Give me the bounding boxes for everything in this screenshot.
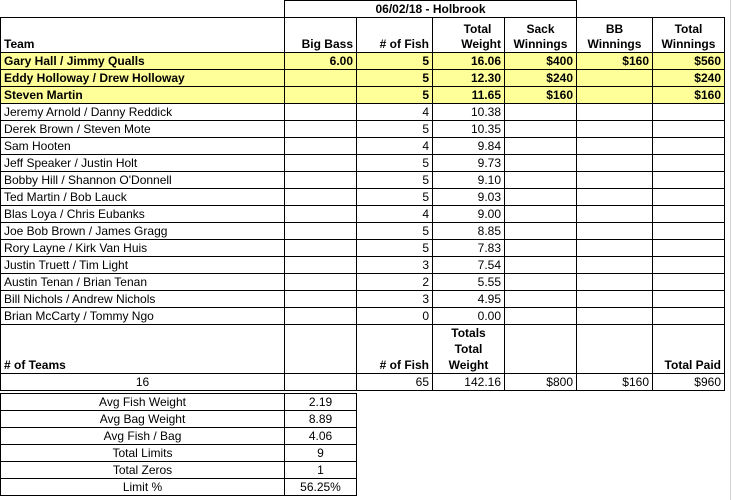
total-winnings-cell[interactable] bbox=[653, 240, 725, 257]
stat-value[interactable]: 8.89 bbox=[285, 411, 357, 428]
team-name-cell[interactable]: Joe Bob Brown / James Gragg bbox=[1, 223, 285, 240]
total-winnings-cell[interactable] bbox=[653, 138, 725, 155]
table-row bbox=[1, 70, 725, 87]
big-bass-cell[interactable] bbox=[285, 274, 357, 291]
weight-cell[interactable]: 12.30 bbox=[433, 70, 505, 87]
team-name-cell[interactable]: Jeremy Arnold / Danny Reddick bbox=[1, 104, 285, 121]
stat-label[interactable]: Avg Bag Weight bbox=[1, 411, 285, 428]
fish-count-cell[interactable]: 4 bbox=[357, 104, 433, 121]
big-bass-cell[interactable] bbox=[285, 240, 357, 257]
fish-count-cell[interactable]: 4 bbox=[357, 138, 433, 155]
big-bass-cell[interactable] bbox=[285, 189, 357, 206]
stat-value[interactable]: 2.19 bbox=[285, 394, 357, 411]
bb-winnings-cell[interactable] bbox=[577, 87, 653, 104]
header-total-weight-line1: Total bbox=[463, 22, 492, 36]
totals-values-row bbox=[1, 374, 725, 391]
table-row bbox=[1, 189, 725, 206]
stat-row bbox=[1, 479, 357, 496]
fish-count-cell[interactable]: 0 bbox=[357, 308, 433, 325]
stat-label[interactable]: Avg Fish Weight bbox=[1, 394, 285, 411]
big-bass-cell[interactable] bbox=[285, 104, 357, 121]
bb-winnings-cell[interactable] bbox=[577, 155, 653, 172]
bb-winnings-cell[interactable] bbox=[577, 172, 653, 189]
total-winnings-cell[interactable] bbox=[653, 274, 725, 291]
header-total-winnings[interactable] bbox=[653, 18, 725, 53]
bb-winnings-cell[interactable] bbox=[577, 189, 653, 206]
big-bass-cell[interactable] bbox=[285, 121, 357, 138]
sack-winnings-cell[interactable] bbox=[505, 257, 577, 274]
totals-header-row bbox=[1, 357, 725, 374]
weight-cell[interactable]: 7.83 bbox=[433, 240, 505, 257]
bb-winnings-cell[interactable] bbox=[577, 104, 653, 121]
team-name-cell[interactable]: Rory Layne / Kirk Van Huis bbox=[1, 240, 285, 257]
bb-winnings-cell[interactable] bbox=[577, 70, 653, 87]
sack-winnings-cell[interactable] bbox=[505, 206, 577, 223]
weight-cell[interactable]: 7.54 bbox=[433, 257, 505, 274]
weight-cell[interactable]: 9.10 bbox=[433, 172, 505, 189]
bb-winnings-cell[interactable] bbox=[577, 308, 653, 325]
header-total-weight-line2: Weight bbox=[461, 37, 501, 51]
stat-row bbox=[1, 462, 357, 479]
totals-num-fish-value[interactable]: 65 bbox=[357, 374, 433, 391]
big-bass-cell[interactable] bbox=[285, 308, 357, 325]
team-name-cell[interactable]: Eddy Holloway / Drew Holloway bbox=[1, 70, 285, 87]
team-name-cell[interactable]: Ted Martin / Bob Lauck bbox=[1, 189, 285, 206]
title-row bbox=[1, 1, 725, 18]
total-winnings-cell[interactable]: $160 bbox=[653, 87, 725, 104]
total-paid-label[interactable]: Total Paid bbox=[653, 357, 725, 374]
totals-total-label[interactable]: Total bbox=[433, 341, 505, 357]
stat-row bbox=[1, 394, 357, 411]
totals-paid-value[interactable]: $960 bbox=[653, 374, 725, 391]
stat-value[interactable]: 4.06 bbox=[285, 428, 357, 445]
team-name-cell[interactable]: Austin Tenan / Brian Tenan bbox=[1, 274, 285, 291]
totals-label-row bbox=[1, 325, 725, 342]
stats-table bbox=[0, 393, 357, 496]
header-row bbox=[1, 18, 725, 53]
fish-count-cell[interactable]: 5 bbox=[357, 70, 433, 87]
weight-cell[interactable]: 16.06 bbox=[433, 53, 505, 70]
table-row bbox=[1, 172, 725, 189]
sack-winnings-cell[interactable] bbox=[505, 308, 577, 325]
weight-cell[interactable]: 8.85 bbox=[433, 223, 505, 240]
table-row bbox=[1, 104, 725, 121]
team-name-cell[interactable]: Bobby Hill / Shannon O'Donnell bbox=[1, 172, 285, 189]
bb-winnings-cell[interactable] bbox=[577, 138, 653, 155]
stat-value[interactable]: 1 bbox=[285, 462, 357, 479]
fish-count-cell[interactable]: 5 bbox=[357, 53, 433, 70]
table-row bbox=[1, 223, 725, 240]
weight-cell[interactable]: 5.55 bbox=[433, 274, 505, 291]
big-bass-cell[interactable] bbox=[285, 206, 357, 223]
header-num-fish[interactable]: # of Fish bbox=[357, 18, 433, 53]
sack-winnings-cell[interactable] bbox=[505, 121, 577, 138]
header-sack-line1: Sack bbox=[526, 22, 555, 36]
sack-winnings-cell[interactable] bbox=[505, 291, 577, 308]
bb-winnings-cell[interactable] bbox=[577, 206, 653, 223]
fish-count-cell[interactable]: 5 bbox=[357, 121, 433, 138]
team-name-cell[interactable]: Blas Loya / Chris Eubanks bbox=[1, 206, 285, 223]
table-row bbox=[1, 121, 725, 138]
totals-label[interactable]: Totals bbox=[433, 325, 505, 342]
total-winnings-cell[interactable] bbox=[653, 121, 725, 138]
bb-winnings-cell[interactable] bbox=[577, 223, 653, 240]
sack-winnings-cell[interactable] bbox=[505, 138, 577, 155]
sack-winnings-cell[interactable] bbox=[505, 189, 577, 206]
table-row bbox=[1, 53, 725, 70]
team-name-cell[interactable]: Gary Hall / Jimmy Qualls bbox=[1, 53, 285, 70]
table-row bbox=[1, 138, 725, 155]
bb-winnings-cell[interactable] bbox=[577, 121, 653, 138]
header-big-bass[interactable]: Big Bass bbox=[285, 18, 357, 53]
fish-count-cell[interactable]: 4 bbox=[357, 206, 433, 223]
totals-bb-value[interactable]: $160 bbox=[577, 374, 653, 391]
stat-label[interactable]: Total Limits bbox=[1, 445, 285, 462]
sheet-title[interactable]: 06/02/18 - Holbrook bbox=[285, 1, 577, 18]
fish-count-cell[interactable]: 2 bbox=[357, 274, 433, 291]
sack-winnings-cell[interactable]: $400 bbox=[505, 53, 577, 70]
stat-row bbox=[1, 428, 357, 445]
total-winnings-cell[interactable] bbox=[653, 172, 725, 189]
fish-count-cell[interactable]: 5 bbox=[357, 155, 433, 172]
total-winnings-cell[interactable] bbox=[653, 257, 725, 274]
big-bass-cell[interactable] bbox=[285, 70, 357, 87]
header-bb-line1: BB bbox=[605, 22, 624, 36]
total-winnings-cell[interactable] bbox=[653, 104, 725, 121]
big-bass-cell[interactable] bbox=[285, 172, 357, 189]
total-winnings-cell[interactable]: $240 bbox=[653, 70, 725, 87]
fish-count-cell[interactable]: 5 bbox=[357, 223, 433, 240]
team-rows bbox=[1, 53, 725, 325]
total-winnings-cell[interactable] bbox=[653, 206, 725, 223]
weight-cell[interactable]: 11.65 bbox=[433, 87, 505, 104]
big-bass-cell[interactable] bbox=[285, 257, 357, 274]
stat-label[interactable]: Total Zeros bbox=[1, 462, 285, 479]
total-winnings-cell[interactable] bbox=[653, 189, 725, 206]
stats-rows bbox=[1, 394, 357, 496]
weight-cell[interactable]: 10.35 bbox=[433, 121, 505, 138]
table-row bbox=[1, 308, 725, 325]
team-name-cell[interactable]: Derek Brown / Steven Mote bbox=[1, 121, 285, 138]
fish-count-cell[interactable]: 5 bbox=[357, 189, 433, 206]
table-row bbox=[1, 240, 725, 257]
team-name-cell[interactable]: Brian McCarty / Tommy Ngo bbox=[1, 308, 285, 325]
total-winnings-cell[interactable] bbox=[653, 223, 725, 240]
big-bass-cell[interactable] bbox=[285, 138, 357, 155]
header-total-win-line2: Winnings bbox=[661, 37, 716, 51]
weight-cell[interactable]: 0.00 bbox=[433, 308, 505, 325]
fish-count-cell[interactable]: 5 bbox=[357, 172, 433, 189]
total-winnings-cell[interactable] bbox=[653, 291, 725, 308]
table-row bbox=[1, 291, 725, 308]
weight-cell[interactable]: 9.03 bbox=[433, 189, 505, 206]
num-teams-label[interactable]: # of Teams bbox=[1, 357, 285, 374]
team-name-cell[interactable]: Steven Martin bbox=[1, 87, 285, 104]
table-row bbox=[1, 155, 725, 172]
stat-row bbox=[1, 411, 357, 428]
team-name-cell[interactable]: Jeff Speaker / Justin Holt bbox=[1, 155, 285, 172]
big-bass-cell[interactable] bbox=[285, 291, 357, 308]
weight-cell[interactable]: 9.00 bbox=[433, 206, 505, 223]
totals-weight-label[interactable]: Weight bbox=[433, 357, 505, 374]
bb-winnings-cell[interactable] bbox=[577, 274, 653, 291]
table-row bbox=[1, 274, 725, 291]
table-row bbox=[1, 206, 725, 223]
header-total-weight[interactable] bbox=[433, 18, 505, 53]
team-name-cell[interactable]: Sam Hooten bbox=[1, 138, 285, 155]
weight-cell[interactable]: 9.73 bbox=[433, 155, 505, 172]
total-winnings-cell[interactable] bbox=[653, 155, 725, 172]
weight-cell[interactable]: 10.38 bbox=[433, 104, 505, 121]
sack-winnings-cell[interactable] bbox=[505, 155, 577, 172]
sack-winnings-cell[interactable] bbox=[505, 240, 577, 257]
total-winnings-cell[interactable] bbox=[653, 308, 725, 325]
sack-winnings-cell[interactable] bbox=[505, 172, 577, 189]
bb-winnings-cell[interactable] bbox=[577, 291, 653, 308]
header-bb-line2: Winnings bbox=[587, 37, 642, 51]
num-teams-value[interactable]: 16 bbox=[1, 374, 285, 391]
sack-winnings-cell[interactable] bbox=[505, 223, 577, 240]
sack-winnings-cell[interactable]: $160 bbox=[505, 87, 577, 104]
sack-winnings-cell[interactable] bbox=[505, 274, 577, 291]
fish-count-cell[interactable]: 3 bbox=[357, 257, 433, 274]
totals-weight-value[interactable]: 142.16 bbox=[433, 374, 505, 391]
bb-winnings-cell[interactable] bbox=[577, 240, 653, 257]
team-name-cell[interactable]: Justin Truett / Tim Light bbox=[1, 257, 285, 274]
stat-label[interactable]: Avg Fish / Bag bbox=[1, 428, 285, 445]
fish-count-cell[interactable]: 5 bbox=[357, 240, 433, 257]
big-bass-cell[interactable] bbox=[285, 223, 357, 240]
stat-value[interactable]: 9 bbox=[285, 445, 357, 462]
header-total-win-line1: Total bbox=[674, 22, 703, 36]
header-bb-winnings[interactable] bbox=[577, 18, 653, 53]
weight-cell[interactable]: 4.95 bbox=[433, 291, 505, 308]
header-sack-line2: Winnings bbox=[513, 37, 568, 51]
gridline bbox=[730, 0, 731, 500]
stat-value[interactable]: 56.25% bbox=[285, 479, 357, 496]
totals-total-row bbox=[1, 341, 725, 357]
big-bass-cell[interactable] bbox=[285, 87, 357, 104]
stat-row bbox=[1, 445, 357, 462]
header-sack-winnings[interactable] bbox=[505, 18, 577, 53]
team-name-cell[interactable]: Bill Nichols / Andrew Nichols bbox=[1, 291, 285, 308]
totals-num-fish-label[interactable]: # of Fish bbox=[357, 357, 433, 374]
bb-winnings-cell[interactable]: $160 bbox=[577, 53, 653, 70]
big-bass-cell[interactable] bbox=[285, 155, 357, 172]
big-bass-cell[interactable]: 6.00 bbox=[285, 53, 357, 70]
table-row bbox=[1, 257, 725, 274]
header-team[interactable]: Team bbox=[1, 18, 285, 53]
fish-count-cell[interactable]: 3 bbox=[357, 291, 433, 308]
table-row bbox=[1, 87, 725, 104]
totals-sack-value[interactable]: $800 bbox=[505, 374, 577, 391]
stat-label[interactable]: Limit % bbox=[1, 479, 285, 496]
fish-count-cell[interactable]: 5 bbox=[357, 87, 433, 104]
sack-winnings-cell[interactable] bbox=[505, 104, 577, 121]
bb-winnings-cell[interactable] bbox=[577, 257, 653, 274]
sack-winnings-cell[interactable]: $240 bbox=[505, 70, 577, 87]
weight-cell[interactable]: 9.84 bbox=[433, 138, 505, 155]
total-winnings-cell[interactable]: $560 bbox=[653, 53, 725, 70]
